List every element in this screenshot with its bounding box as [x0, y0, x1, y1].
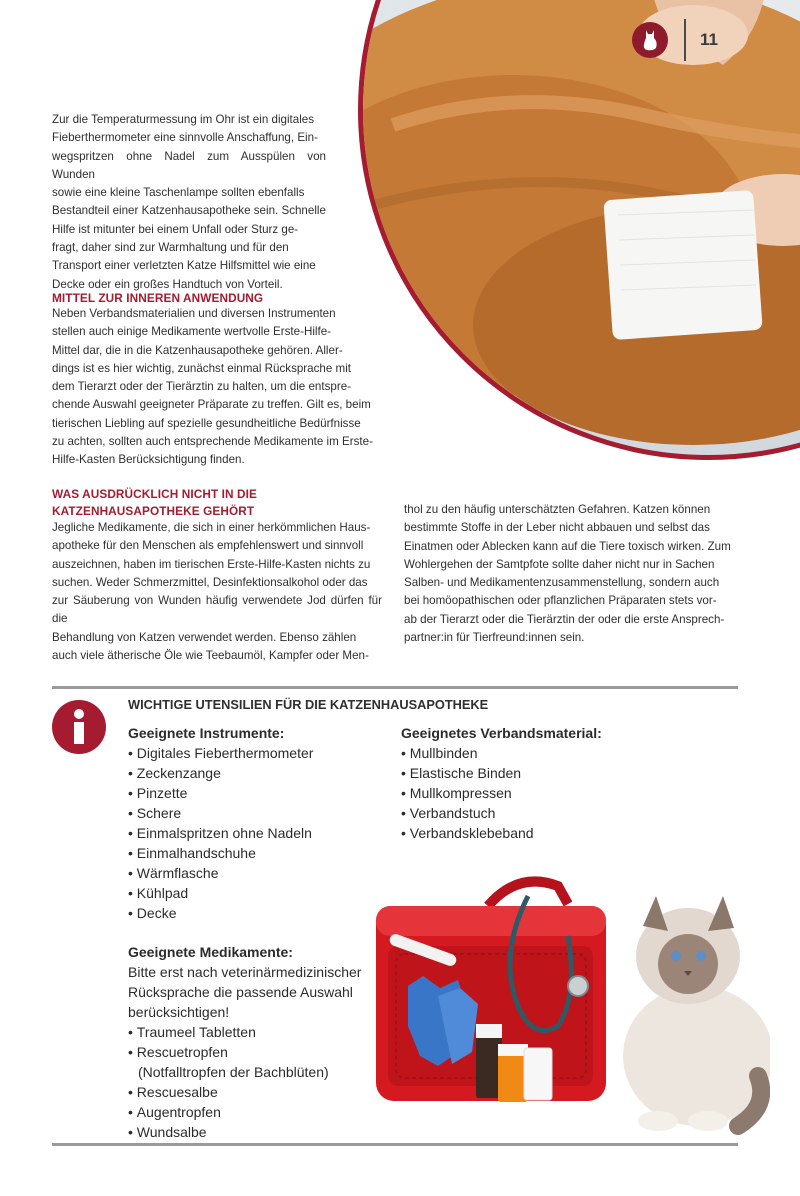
instruments-list — [128, 743, 378, 923]
medications-list — [128, 1022, 388, 1142]
bandage-column — [401, 723, 651, 843]
heading-inner-application: MITTEL ZUR INNEREN ANWENDUNG — [52, 291, 264, 305]
list-item: • Elastische Binden — [401, 763, 651, 783]
list-item: • Augentropfen — [128, 1102, 388, 1122]
list-item: • Einmalhandschuhe — [128, 843, 378, 863]
list-item: • Traumeel Tabletten — [128, 1022, 388, 1042]
first-aid-kit-with-cat-photo — [368, 876, 770, 1138]
list-item: • Mullbinden — [401, 743, 651, 763]
medications-note: Bitte erst nach veterinärmedizinischer Rücksprache die passende Auswahl berücksichtigen! — [128, 964, 362, 1020]
page-header — [632, 20, 718, 60]
bandage-list — [401, 743, 651, 843]
instruments-heading: Geeignete Instrumente: — [128, 725, 285, 741]
list-item: • Digitales Fieberthermometer — [128, 743, 378, 763]
list-item: • Rescuetropfen (Notfalltropfen der Bachblüten) — [128, 1042, 388, 1082]
bandage-heading: Geeignetes Verbandsmaterial: — [401, 725, 602, 741]
intro-paragraph: Zur die Temperaturmessung im Ohr ist ein digitales Fieberthermometer eine sinnvolle Anschaffung, Ein- wegspritzen ohne Nadel zum Ausspülen von Wunden sowie eine kleine Taschenlampe sollten ebenfalls Bestandteil einer Katzenhausapotheke sein. Schnelle Hilfe ist mitunter bei einem Unfall oder Sturz ge- fragt, daher sind zur Warmhaltung und für den Transport einer verletzten Katze Hilfsmittel wie eine Decke oder ein großes Handtuch von Vorteil. — [52, 113, 326, 291]
instruments-column — [128, 723, 378, 923]
page-number: 11 — [700, 30, 718, 49]
cat-silhouette-icon — [632, 22, 668, 58]
list-item: • Kühlpad — [128, 883, 378, 903]
list-item: • Schere — [128, 803, 378, 823]
list-item: • Zeckenzange — [128, 763, 378, 783]
info-box-bottom-rule — [52, 1143, 738, 1146]
list-item: • Rescuesalbe — [128, 1082, 388, 1102]
list-item: • Decke — [128, 903, 378, 923]
heading-not-allowed: WAS AUSDRÜCKLICH NICHT IN DIE KATZENHAUSAPOTHEKE GEHÖRT — [52, 487, 257, 518]
cat-bandage-photo — [358, 0, 800, 460]
not-allowed-paragraph-right: thol zu den häufig unterschätzten Gefahren. Katzen können bestimmte Stoffe in der Leber nicht abbauen und selbst das Einatmen oder Ablecken kann auf die Tiere toxisch wirken. Zum Wohlergehen der Samtpfote sollte daher nicht nur in Sachen Salben- und Medikamentenzusammenstellung, sondern auch bei homöopathischen oder pflanzlichen Präparaten stets vor- ab der Tierarzt oder die Tierärztin der oder die erste Ansprech- partner:in für Tierfreund:innen sein. — [404, 503, 731, 645]
list-item: • Verbandsklebeband — [401, 823, 651, 843]
list-item: • Pinzette — [128, 783, 378, 803]
list-item: • Verbandstuch — [401, 803, 651, 823]
list-item: • Wärmflasche — [128, 863, 378, 883]
list-item: • Wundsalbe — [128, 1122, 388, 1142]
not-allowed-paragraph-left: Jegliche Medikamente, die sich in einer herkömmlichen Haus- apotheke für den Menschen als empfehlenswert und sinnvoll auszeichnen, haben im tierischen Erste-Hilfe-Kasten nichts zu suchen. Weder Schmerzmittel, Desinfektionsalkohol oder das zur Säuberung von Wunden häufig verwendete Jod dürfen für die Behandlung von Katzen verwendet werden. Ebenso zählen auch viele ätherische Öle wie Teebaumöl, Kampfer oder Men- — [52, 521, 382, 663]
inner-application-paragraph: Neben Verbandsmaterialien und diversen Instrumenten stellen auch einige Medikamente wertvolle Erste-Hilfe- Mittel dar, die in die Katzenhausapotheke gehören. Aller- dings ist es hier wichtig, zunächst einmal Rücksprache mit dem Tierarzt oder der Tierärztin zu halten, um die entspre- chende Auswahl geeigneter Präparate zu treffen. Gilt es, beim tierischen Liebling auf spezielle gesundheitliche Bedürfnisse zu achten, sollten auch entsprechende Medikamente im Erste- Hilfe-Kasten Berücksichtigung finden. — [52, 307, 373, 467]
list-item: • Einmalspritzen ohne Nadeln — [128, 823, 378, 843]
medications-column — [128, 942, 388, 1142]
medications-heading: Geeignete Medikamente: — [128, 944, 293, 960]
info-box-top-rule — [52, 686, 738, 689]
info-box-title: WICHTIGE UTENSILIEN FÜR DIE KATZENHAUSAPOTHEKE — [128, 697, 489, 712]
info-icon — [52, 700, 106, 754]
list-item: • Mullkompressen — [401, 783, 651, 803]
header-divider — [684, 19, 686, 61]
